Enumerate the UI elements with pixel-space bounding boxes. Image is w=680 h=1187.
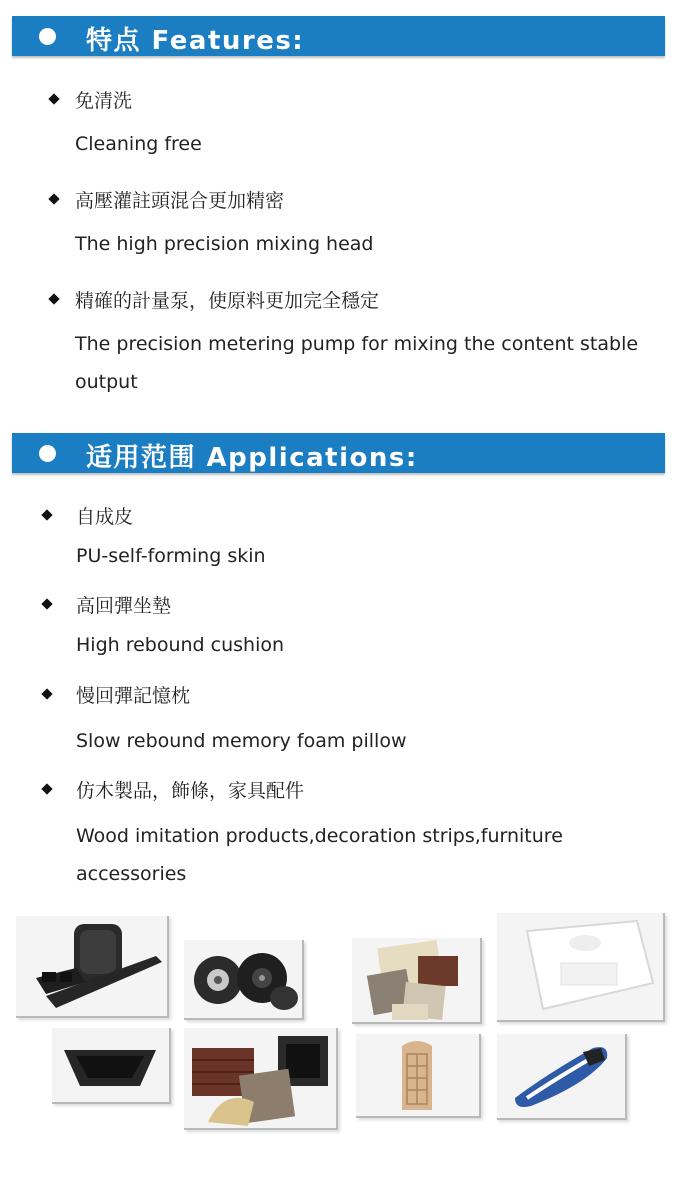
application-zh-2: 高回彈坐墊 bbox=[76, 595, 172, 617]
imitation-wood-tiles-photo bbox=[352, 938, 482, 1024]
circle-bullet-icon bbox=[39, 445, 56, 462]
applications-heading: 适用范围 Applications: bbox=[86, 443, 418, 473]
feature-en-2: The high precision mixing head bbox=[75, 233, 374, 255]
application-zh-1: 自成皮 bbox=[76, 506, 134, 528]
features-banner bbox=[12, 16, 665, 56]
diamond-bullet-icon bbox=[48, 93, 59, 104]
diamond-bullet-icon bbox=[41, 688, 52, 699]
application-en-3: Slow rebound memory foam pillow bbox=[76, 730, 407, 752]
circle-bullet-icon bbox=[39, 28, 56, 45]
applications-banner bbox=[12, 433, 665, 473]
application-en-1: PU-self-forming skin bbox=[76, 545, 266, 567]
diamond-bullet-icon bbox=[48, 293, 59, 304]
application-zh-4: 仿木製品，飾條，家具配件 bbox=[76, 780, 305, 802]
black-pu-car-parts-photo bbox=[16, 916, 169, 1018]
diamond-bullet-icon bbox=[41, 509, 52, 520]
pu-wheels-photo bbox=[184, 940, 304, 1020]
application-en-4: Wood imitation products,decoration strips,furniture accessories bbox=[76, 825, 563, 885]
black-tray-photo bbox=[52, 1028, 171, 1104]
application-en-2: High rebound cushion bbox=[76, 634, 285, 656]
diamond-bullet-icon bbox=[41, 598, 52, 609]
feature-zh-3: 精確的計量泵，使原料更加完全穩定 bbox=[75, 290, 380, 312]
diamond-bullet-icon bbox=[48, 193, 59, 204]
diamond-bullet-icon bbox=[41, 783, 52, 794]
brick-panels-photo bbox=[184, 1028, 338, 1130]
bike-saddle-photo bbox=[497, 1034, 627, 1120]
feature-zh-2: 高壓灌註頭混合更加精密 bbox=[75, 190, 285, 212]
feature-en-3: The precision metering pump for mixing the content stable output bbox=[75, 333, 639, 393]
features-heading: 特点 Features: bbox=[86, 26, 305, 56]
white-pu-cushion-photo bbox=[497, 913, 665, 1022]
feature-en-1: Cleaning free bbox=[75, 133, 202, 155]
application-zh-3: 慢回彈記憶枕 bbox=[76, 685, 191, 707]
wood-carved-panel-photo bbox=[356, 1034, 481, 1118]
feature-zh-1: 免清洗 bbox=[75, 90, 133, 112]
